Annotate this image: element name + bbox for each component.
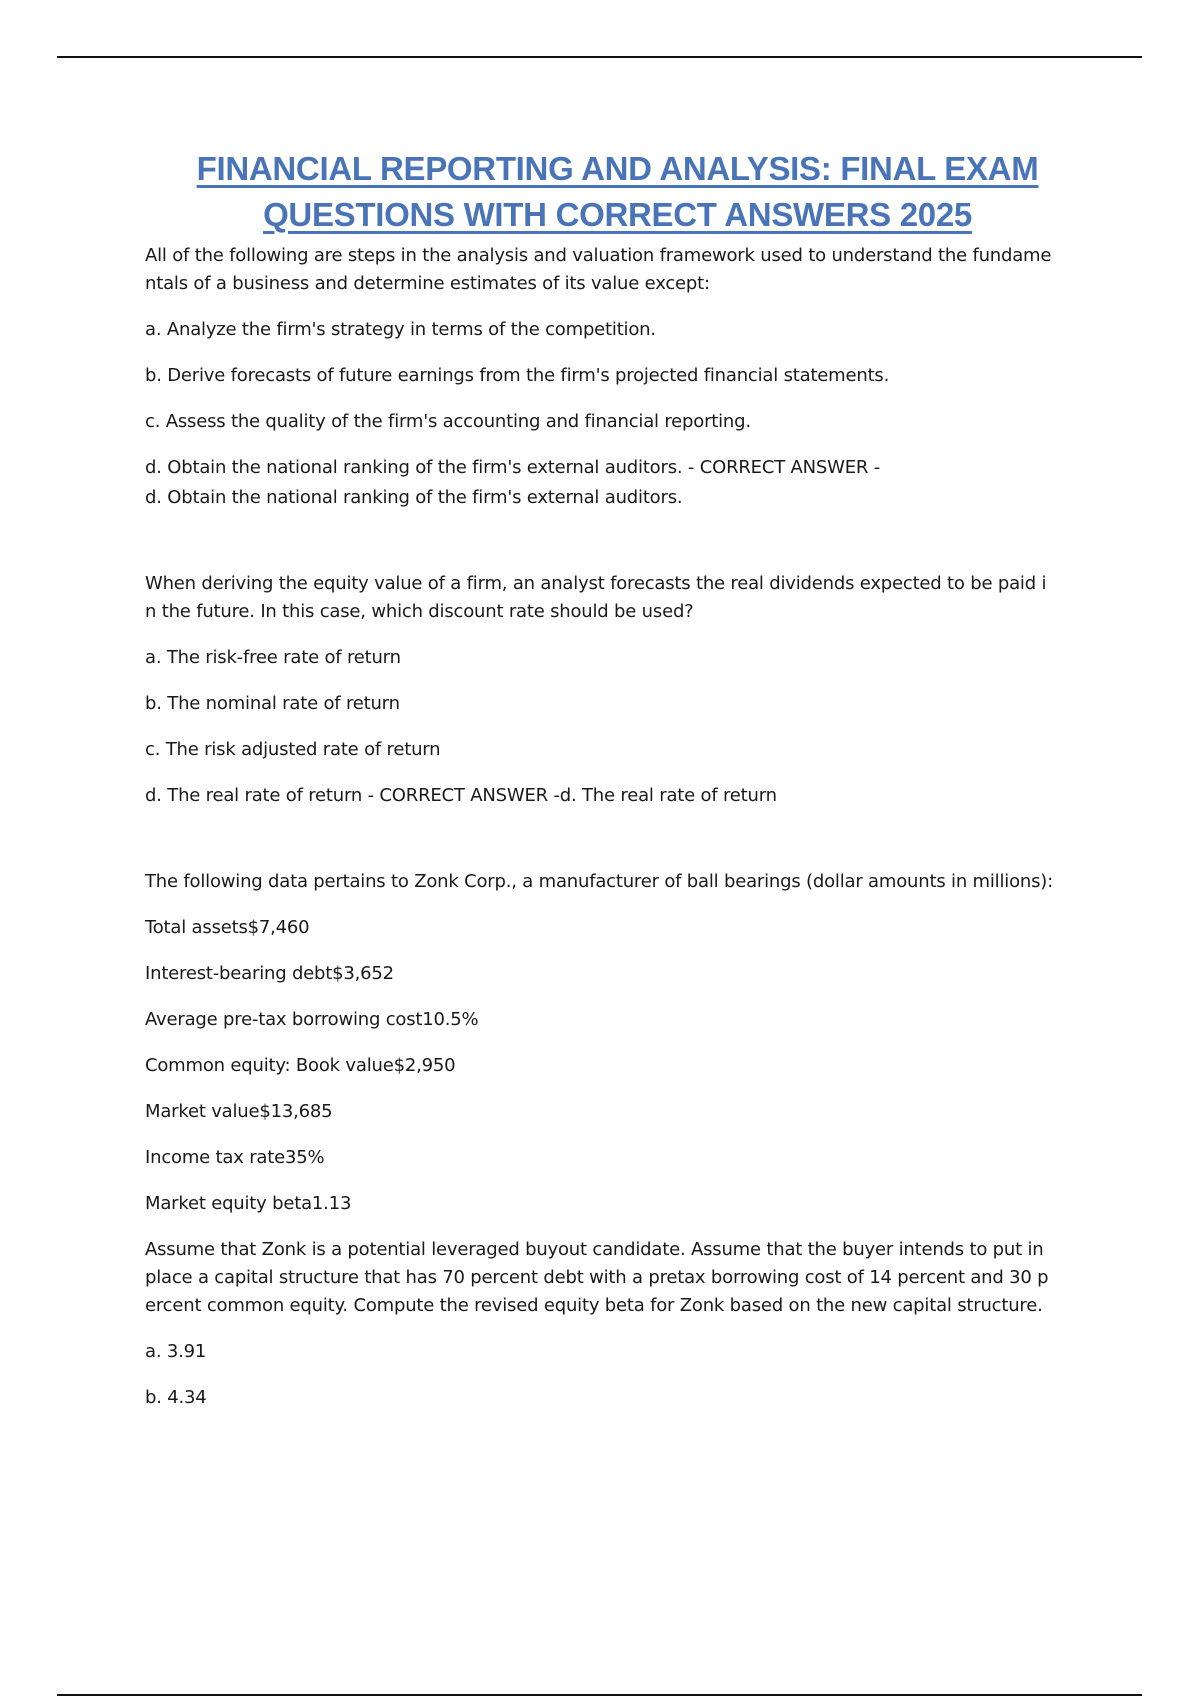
question-3-prompt-line-1: Assume that Zonk is a potential leveraged buyout candidate. Assume that the buyer intends to put in [145,1239,1044,1260]
question-3-prompt [145,1236,1090,1320]
question-1 [145,242,1090,512]
data-line-market-equity-beta: Market equity beta1.13 [145,1193,352,1214]
data-line-interest-bearing-debt: Interest-bearing debt$3,652 [145,963,394,984]
question-2-option-d: d. The real rate of return - CORRECT ANSWER -d. The real rate of return [145,785,777,806]
title-line-1: FINANCIAL REPORTING AND ANALYSIS: FINAL EXAM [196,150,1039,187]
data-line-income-tax-rate: Income tax rate35% [145,1147,325,1168]
question-2-option-b: b. The nominal rate of return [145,693,400,714]
question-1-option-d: d. Obtain the national ranking of the firm's external auditors. - CORRECT ANSWER - [145,457,881,478]
question-3 [145,868,1090,1412]
question-1-stem [145,242,1090,298]
question-3-prompt-line-3: ercent common equity. Compute the revised equity beta for Zonk based on the new capital structure. [145,1295,1043,1316]
question-1-option-c: c. Assess the quality of the firm's accounting and financial reporting. [145,411,751,432]
data-line-total-assets: Total assets$7,460 [145,917,310,938]
question-1-option-a: a. Analyze the firm's strategy in terms of the competition. [145,319,656,340]
question-1-stem-line-2: ntals of a business and determine estimates of its value except: [145,273,710,294]
question-3-option-b: b. 4.34 [145,1387,207,1408]
question-2-stem-line-2: n the future. In this case, which discount rate should be used? [145,601,694,622]
question-2 [145,570,1090,810]
question-3-prompt-line-2: place a capital structure that has 70 percent debt with a pretax borrowing cost of 14 percent and 30 p [145,1267,1049,1288]
question-2-stem [145,570,1090,626]
top-rule [57,56,1142,58]
bottom-rule [57,1694,1142,1696]
question-1-option-b: b. Derive forecasts of future earnings from the firm's projected financial statements. [145,365,890,386]
question-3-option-a: a. 3.91 [145,1341,207,1362]
data-line-book-value: Common equity: Book value$2,950 [145,1055,456,1076]
document-body [145,146,1090,1412]
question-2-option-c: c. The risk adjusted rate of return [145,739,441,760]
data-line-market-value: Market value$13,685 [145,1101,333,1122]
question-2-stem-line-1: When deriving the equity value of a firm, an analyst forecasts the real dividends expected to be paid i [145,573,1047,594]
data-line-borrowing-cost: Average pre-tax borrowing cost10.5% [145,1009,479,1030]
document-title [145,146,1090,238]
question-1-correct-answer: d. Obtain the national ranking of the firm's external auditors. [145,487,683,508]
question-3-stem: The following data pertains to Zonk Corp., a manufacturer of ball bearings (dollar amounts in millions): [145,871,1053,892]
question-2-option-a: a. The risk-free rate of return [145,647,401,668]
title-line-2: QUESTIONS WITH CORRECT ANSWERS 2025 [263,196,972,233]
question-1-stem-line-1: All of the following are steps in the analysis and valuation framework used to understand the fundame [145,245,1052,266]
